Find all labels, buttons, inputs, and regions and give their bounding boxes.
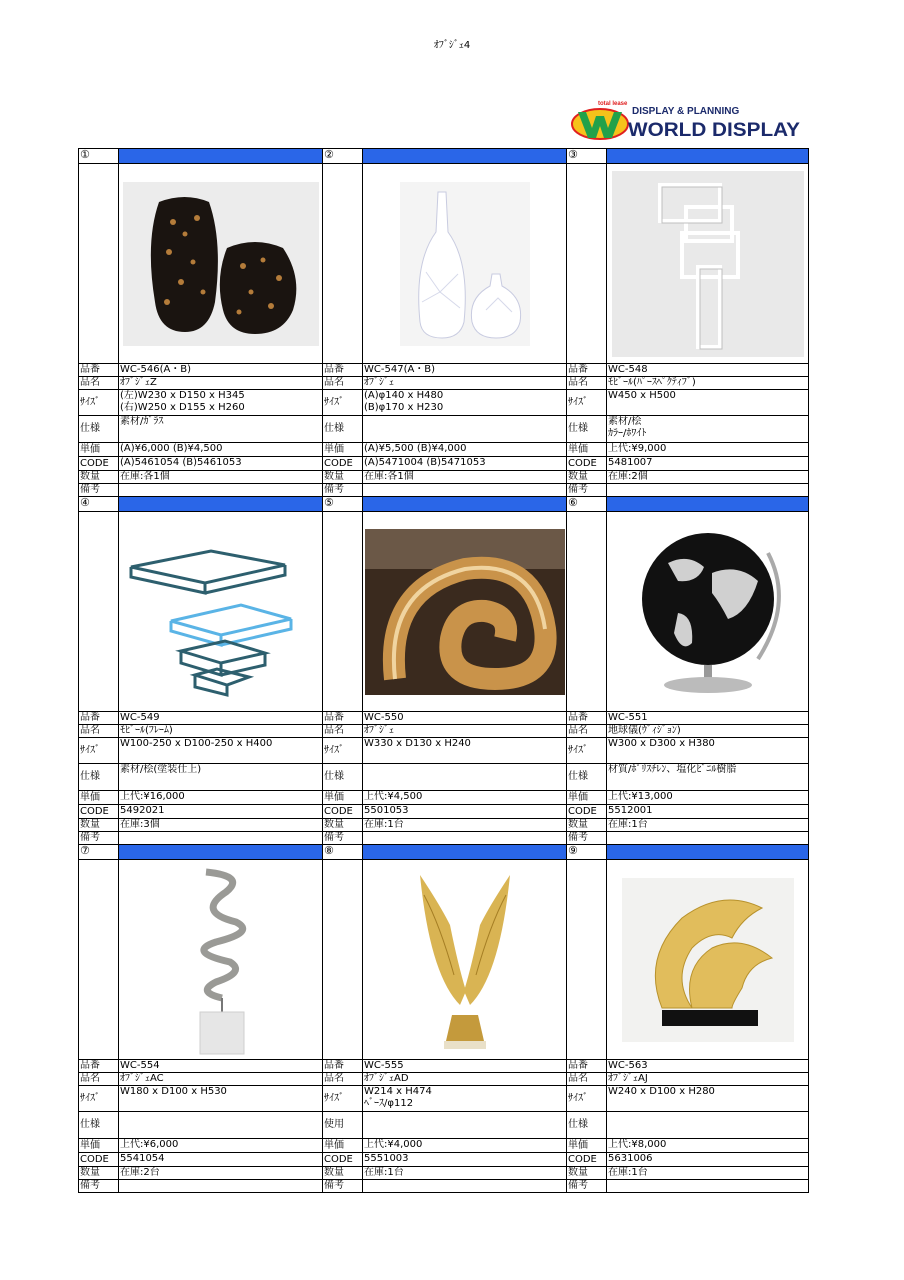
field-label-id: 品番 xyxy=(323,1060,363,1073)
field-label-spec: 仕様 xyxy=(323,416,363,443)
field-label-code: CODE xyxy=(79,457,119,471)
field-label-note: 備考 xyxy=(567,1180,607,1193)
item-number: ⑥ xyxy=(567,497,607,512)
item-header-bar xyxy=(363,497,567,512)
item-code: 5481007 xyxy=(607,457,809,471)
black-silver-globe-image xyxy=(607,512,808,711)
page-title: ｵﾌﾞｼﾞｪ4 xyxy=(433,40,471,51)
field-label-id: 品番 xyxy=(567,1060,607,1073)
item-name: ｵﾌﾞｼﾞｪ xyxy=(363,725,567,738)
item-qty: 在庫:2個 xyxy=(607,471,809,484)
item-number: ⑦ xyxy=(79,845,119,860)
product-image-cell xyxy=(119,512,323,712)
catalog-row-no xyxy=(79,497,809,512)
field-label-id: 品番 xyxy=(79,1060,119,1073)
field-label-code: CODE xyxy=(79,805,119,819)
item-spec xyxy=(119,1112,323,1139)
catalog-row-id xyxy=(79,712,809,725)
field-label-qty: 数量 xyxy=(79,1167,119,1180)
field-label-name: 品名 xyxy=(567,1073,607,1086)
field-label-id: 品番 xyxy=(79,712,119,725)
item-size-line: W180 x D100 x H530 xyxy=(120,1086,227,1097)
field-label-qty: 数量 xyxy=(567,819,607,832)
product-image-cell xyxy=(363,164,567,364)
field-label-price: 単価 xyxy=(323,443,363,457)
product-image-cell xyxy=(607,512,809,712)
product-image-cell xyxy=(607,860,809,1060)
item-id: WC-551 xyxy=(607,712,809,725)
field-label-code: CODE xyxy=(79,1153,119,1167)
catalog-row-no xyxy=(79,845,809,860)
catalog-row-size xyxy=(79,1086,809,1112)
catalog-row-spec xyxy=(79,416,809,443)
image-spacer xyxy=(567,164,607,364)
field-label-name: 品名 xyxy=(567,377,607,390)
item-number: ① xyxy=(79,149,119,164)
catalog-row-price xyxy=(79,791,809,805)
item-size-line: W100-250 x D100-250 x H400 xyxy=(120,738,273,749)
field-label-qty: 数量 xyxy=(567,1167,607,1180)
field-label-qty: 数量 xyxy=(323,471,363,484)
field-label-spec: 仕様 xyxy=(567,416,607,443)
item-size xyxy=(119,1086,323,1112)
field-label-price: 単価 xyxy=(567,443,607,457)
item-qty: 在庫:3個 xyxy=(119,819,323,832)
item-qty: 在庫:1台 xyxy=(363,819,567,832)
field-label-spec: 仕様 xyxy=(79,416,119,443)
item-spec xyxy=(119,764,323,791)
catalog-row-code xyxy=(79,457,809,471)
field-label-size: ｻｲｽﾞ xyxy=(567,390,607,416)
field-label-spec: 仕様 xyxy=(323,764,363,791)
item-price: (A)¥5,500 (B)¥4,000 xyxy=(363,443,567,457)
catalog-row-spec xyxy=(79,764,809,791)
item-id: WC-555 xyxy=(363,1060,567,1073)
field-label-code: CODE xyxy=(323,805,363,819)
item-size-line: W240 x D100 x H280 xyxy=(608,1086,715,1097)
field-label-spec: 仕様 xyxy=(79,1112,119,1139)
field-label-note: 備考 xyxy=(79,1180,119,1193)
field-label-id: 品番 xyxy=(323,364,363,377)
field-label-code: CODE xyxy=(567,1153,607,1167)
item-spec-line: 素材/桧 xyxy=(608,416,642,427)
field-label-note: 備考 xyxy=(567,832,607,845)
field-label-qty: 数量 xyxy=(323,1167,363,1180)
field-label-code: CODE xyxy=(567,805,607,819)
catalog-row-no xyxy=(79,149,809,164)
item-id: WC-548 xyxy=(607,364,809,377)
item-spec-line: ｶﾗｰ/ﾎﾜｲﾄ xyxy=(608,428,647,439)
catalog-row-name xyxy=(79,1073,809,1086)
image-spacer xyxy=(323,164,363,364)
vase-pair-black-gold-image xyxy=(119,164,322,363)
field-label-code: CODE xyxy=(567,457,607,471)
field-label-size: ｻｲｽﾞ xyxy=(323,1086,363,1112)
image-spacer xyxy=(79,512,119,712)
item-spec-line: 素材/ｶﾞﾗｽ xyxy=(120,416,164,427)
item-size xyxy=(119,738,323,764)
item-header-bar xyxy=(607,149,809,164)
item-id: WC-549 xyxy=(119,712,323,725)
catalog-row-qty xyxy=(79,471,809,484)
item-spec-line: 素材/桧(塗装仕上) xyxy=(120,764,202,775)
item-spec xyxy=(363,416,567,443)
product-image-cell xyxy=(607,164,809,364)
item-size-line: (左)W230 x D150 x H345 xyxy=(120,390,245,401)
item-note xyxy=(607,484,809,497)
item-number: ⑨ xyxy=(567,845,607,860)
product-image-cell xyxy=(363,512,567,712)
item-name: ｵﾌﾞｼﾞｪAD xyxy=(363,1073,567,1086)
item-id: WC-550 xyxy=(363,712,567,725)
field-label-spec: 仕様 xyxy=(567,764,607,791)
item-id: WC-554 xyxy=(119,1060,323,1073)
field-label-id: 品番 xyxy=(567,364,607,377)
gold-fan-sculpture-image xyxy=(607,860,808,1059)
catalog-row-size xyxy=(79,738,809,764)
item-size xyxy=(607,1086,809,1112)
catalog-row-code xyxy=(79,1153,809,1167)
field-label-size: ｻｲｽﾞ xyxy=(323,390,363,416)
item-spec xyxy=(119,416,323,443)
item-name: ｵﾌﾞｼﾞｪZ xyxy=(119,377,323,390)
item-note xyxy=(363,832,567,845)
item-price: 上代:¥8,000 xyxy=(607,1139,809,1153)
item-header-bar xyxy=(363,845,567,860)
item-name: ﾓﾋﾞｰﾙ(ﾊﾟｰｽﾍﾟｸﾃｨﾌﾞ) xyxy=(607,377,809,390)
item-number: ⑤ xyxy=(323,497,363,512)
product-image-cell xyxy=(119,164,323,364)
item-note xyxy=(363,1180,567,1193)
field-label-name: 品名 xyxy=(323,1073,363,1086)
logo-tag: total lease xyxy=(598,101,628,107)
item-header-bar xyxy=(607,845,809,860)
field-label-size: ｻｲｽﾞ xyxy=(323,738,363,764)
item-spec xyxy=(607,416,809,443)
item-header-bar xyxy=(363,149,567,164)
field-label-name: 品名 xyxy=(79,377,119,390)
item-qty: 在庫:1台 xyxy=(607,1167,809,1180)
glossy-swirl-sculpture-image xyxy=(363,512,566,711)
field-label-name: 品名 xyxy=(567,725,607,738)
catalog-row-size xyxy=(79,390,809,416)
field-label-code: CODE xyxy=(323,1153,363,1167)
item-header-bar xyxy=(119,845,323,860)
catalog-row-img xyxy=(79,512,809,712)
field-label-qty: 数量 xyxy=(567,471,607,484)
field-label-note: 備考 xyxy=(79,484,119,497)
field-label-note: 備考 xyxy=(567,484,607,497)
field-label-size: ｻｲｽﾞ xyxy=(79,738,119,764)
item-size xyxy=(363,738,567,764)
product-image-cell xyxy=(363,860,567,1060)
blue-frame-mobile-image xyxy=(119,512,322,711)
image-spacer xyxy=(79,860,119,1060)
item-qty: 在庫:1台 xyxy=(607,819,809,832)
field-label-note: 備考 xyxy=(79,832,119,845)
catalog-row-price xyxy=(79,443,809,457)
item-size-line: ﾍﾞｰｽ/φ112 xyxy=(364,1098,414,1109)
company-logo xyxy=(570,98,810,142)
field-label-id: 品番 xyxy=(323,712,363,725)
field-label-spec: 仕様 xyxy=(79,764,119,791)
item-spec xyxy=(607,1112,809,1139)
item-code: 5541054 xyxy=(119,1153,323,1167)
item-spec xyxy=(363,1112,567,1139)
catalog-row-note xyxy=(79,484,809,497)
item-header-bar xyxy=(607,497,809,512)
field-label-price: 単価 xyxy=(79,791,119,805)
field-label-price: 単価 xyxy=(323,791,363,805)
field-label-size: ｻｲｽﾞ xyxy=(567,738,607,764)
item-id: WC-546(A・B) xyxy=(119,364,323,377)
item-size-line: (右)W250 x D155 x H260 xyxy=(120,402,245,413)
item-code: 5631006 xyxy=(607,1153,809,1167)
field-label-name: 品名 xyxy=(79,725,119,738)
item-note xyxy=(607,832,809,845)
item-number: ④ xyxy=(79,497,119,512)
item-note xyxy=(363,484,567,497)
field-label-spec: 仕様 xyxy=(567,1112,607,1139)
image-spacer xyxy=(567,512,607,712)
field-label-price: 単価 xyxy=(323,1139,363,1153)
item-header-bar xyxy=(119,497,323,512)
catalog-row-img xyxy=(79,860,809,1060)
silver-ribbon-sculpture-image xyxy=(119,860,322,1059)
item-number: ⑧ xyxy=(323,845,363,860)
catalog-row-id xyxy=(79,1060,809,1073)
item-qty: 在庫:各1個 xyxy=(363,471,567,484)
field-label-note: 備考 xyxy=(323,1180,363,1193)
product-image-cell xyxy=(119,860,323,1060)
catalog-row-spec xyxy=(79,1112,809,1139)
field-label-size: ｻｲｽﾞ xyxy=(79,390,119,416)
item-size-line: W330 x D130 x H240 xyxy=(364,738,471,749)
catalog-row-img xyxy=(79,164,809,364)
field-label-price: 単価 xyxy=(567,1139,607,1153)
catalog-row-note xyxy=(79,832,809,845)
field-label-name: 品名 xyxy=(323,377,363,390)
catalog-table xyxy=(78,148,809,1193)
item-note xyxy=(119,832,323,845)
item-price: 上代:¥4,000 xyxy=(363,1139,567,1153)
item-price: 上代:¥13,000 xyxy=(607,791,809,805)
field-label-qty: 数量 xyxy=(79,819,119,832)
gold-wings-sculpture-image xyxy=(363,860,566,1059)
item-spec xyxy=(363,764,567,791)
item-price: 上代:¥16,000 xyxy=(119,791,323,805)
item-price: 上代:¥4,500 xyxy=(363,791,567,805)
catalog-row-code xyxy=(79,805,809,819)
item-size-line: (A)φ140 x H480 xyxy=(364,390,444,401)
item-header-bar xyxy=(119,149,323,164)
item-spec xyxy=(607,764,809,791)
item-name: 地球儀(ｳﾞｨｼﾞｮﾝ) xyxy=(607,725,809,738)
item-name: ｵﾌﾞｼﾞｪ xyxy=(363,377,567,390)
catalog-row-name xyxy=(79,725,809,738)
item-qty: 在庫:2台 xyxy=(119,1167,323,1180)
field-label-note: 備考 xyxy=(323,832,363,845)
field-label-name: 品名 xyxy=(323,725,363,738)
item-name: ﾓﾋﾞｰﾙ(ﾌﾚｰﾑ) xyxy=(119,725,323,738)
field-label-spec: 使用 xyxy=(323,1112,363,1139)
item-code: (A)5461054 (B)5461053 xyxy=(119,457,323,471)
image-spacer xyxy=(323,860,363,1060)
catalog-row-qty xyxy=(79,1167,809,1180)
item-id: WC-547(A・B) xyxy=(363,364,567,377)
image-spacer xyxy=(567,860,607,1060)
item-number: ③ xyxy=(567,149,607,164)
item-code: 5492021 xyxy=(119,805,323,819)
item-code: 5551003 xyxy=(363,1153,567,1167)
catalog-row-qty xyxy=(79,819,809,832)
white-frame-mobile-image xyxy=(607,164,808,363)
item-size xyxy=(363,390,567,416)
field-label-price: 単価 xyxy=(567,791,607,805)
item-code: (A)5471004 (B)5471053 xyxy=(363,457,567,471)
item-note xyxy=(119,1180,323,1193)
catalog-row-price xyxy=(79,1139,809,1153)
item-price: (A)¥6,000 (B)¥4,500 xyxy=(119,443,323,457)
field-label-size: ｻｲｽﾞ xyxy=(79,1086,119,1112)
item-spec-line: 材質/ﾎﾟﾘｽﾁﾚﾝ、塩化ﾋﾞﾆﾙ樹脂 xyxy=(608,764,737,775)
item-code: 5501053 xyxy=(363,805,567,819)
field-label-price: 単価 xyxy=(79,1139,119,1153)
field-label-price: 単価 xyxy=(79,443,119,457)
item-size xyxy=(607,738,809,764)
item-note xyxy=(119,484,323,497)
item-name: ｵﾌﾞｼﾞｪAC xyxy=(119,1073,323,1086)
field-label-id: 品番 xyxy=(79,364,119,377)
image-spacer xyxy=(79,164,119,364)
item-size xyxy=(607,390,809,416)
item-size xyxy=(363,1086,567,1112)
item-size-line: (B)φ170 x H230 xyxy=(364,402,444,413)
logo-line2: WORLD DISPLAY xyxy=(628,120,801,141)
item-size xyxy=(119,390,323,416)
catalog-row-note xyxy=(79,1180,809,1193)
item-qty: 在庫:各1個 xyxy=(119,471,323,484)
item-size-line: W300 x D300 x H380 xyxy=(608,738,715,749)
item-name: ｵﾌﾞｼﾞｪAJ xyxy=(607,1073,809,1086)
item-code: 5512001 xyxy=(607,805,809,819)
field-label-size: ｻｲｽﾞ xyxy=(567,1086,607,1112)
catalog-row-name xyxy=(79,377,809,390)
image-spacer xyxy=(323,512,363,712)
field-label-code: CODE xyxy=(323,457,363,471)
field-label-note: 備考 xyxy=(323,484,363,497)
item-id: WC-563 xyxy=(607,1060,809,1073)
field-label-name: 品名 xyxy=(79,1073,119,1086)
item-note xyxy=(607,1180,809,1193)
catalog-row-id xyxy=(79,364,809,377)
item-number: ② xyxy=(323,149,363,164)
item-size-line: W450 x H500 xyxy=(608,390,676,401)
item-qty: 在庫:1台 xyxy=(363,1167,567,1180)
item-price: 上代:¥9,000 xyxy=(607,443,809,457)
field-label-qty: 数量 xyxy=(323,819,363,832)
field-label-qty: 数量 xyxy=(79,471,119,484)
item-price: 上代:¥6,000 xyxy=(119,1139,323,1153)
white-faceted-vases-image xyxy=(363,164,566,363)
field-label-id: 品番 xyxy=(567,712,607,725)
logo-line1: DISPLAY & PLANNING xyxy=(632,106,740,117)
item-size-line: W214 x H474 xyxy=(364,1086,432,1097)
